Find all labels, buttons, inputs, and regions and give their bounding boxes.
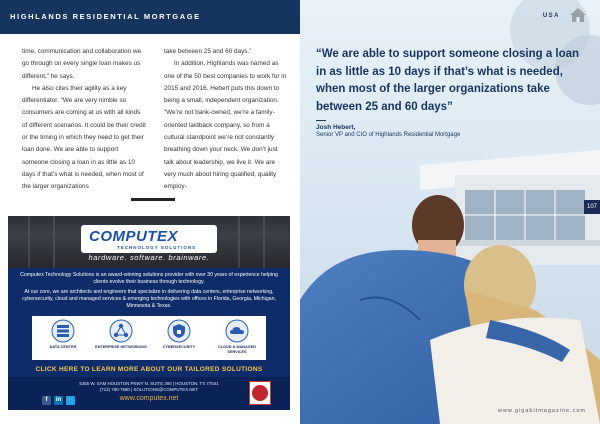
cta-link[interactable]: CLICK HERE TO LEARN MORE ABOUT OUR TAILORED SOLUTIONS: [35, 366, 263, 373]
right-page: [300, 0, 600, 424]
services-panel: [32, 316, 266, 360]
service-label: DATA CENTER: [49, 345, 77, 349]
network-icon: [109, 319, 133, 343]
ad-body: [18, 272, 280, 313]
quote-author-title: Senior VP and CIO of Highlands Residential Mortgage: [316, 132, 461, 138]
paragraph: take between 25 and 60 days.”: [164, 48, 252, 55]
service-label: ENTERPRISE NETWORKING: [95, 345, 147, 349]
page-header-title: HIGHLANDS RESIDENTIAL MORTGAGE: [10, 12, 201, 21]
server-room-banner: [8, 216, 290, 268]
ad-paragraph: At our core, we are architects and engineers that specialize in delivering data centers, enterprise networking, cybersecurity, cloud and managed services & emerging technologies with offices in Florida, Georgia, Michigan, Minnesota & Texas.: [22, 289, 276, 309]
paragraph: time, communication and collaboration we go through on every single loan makes us different,” he says.: [22, 48, 141, 80]
home-icon[interactable]: [570, 8, 586, 22]
divider: [131, 198, 175, 201]
article-column-1: [22, 46, 146, 194]
ad-website-link[interactable]: www.computex.net: [119, 395, 179, 402]
ad-paragraph: Computex Technology Solutions is an award-winning solutions provider with over 30 years of experience helping clients evolve their business through technology.: [20, 272, 278, 285]
cloud-icon: [225, 319, 249, 343]
logo-text: COMPUTEX: [89, 228, 179, 245]
page-number: 107: [584, 200, 600, 214]
service-cloud[interactable]: [208, 319, 266, 359]
article-column-2: [164, 46, 288, 194]
paragraph: In addition, Highlands was named as one of the 50 best companies to work for in 2015 and 2016. Hebert puts this down to being a small, independent organization. “We’re not bank-owned, we’re a family-oriented laidback company, so from a cultural standpoint we’re not constantly breathing down your neck. We don’t just talk about leadership, we live it. We are very much about hiring qualified, quality employ-: [164, 60, 287, 191]
facebook-icon[interactable]: f: [42, 396, 51, 405]
computex-logo: [81, 225, 217, 253]
pull-quote: “We are able to support someone closing a loan in as little as 10 days if that’s what is needed, when most of the larger organizations take between 25 and 60 days”: [316, 48, 580, 113]
contact-line: (713) 780-7580 | SOLUTIONS@COMPUTEX.NET: [99, 387, 199, 392]
service-label: CLOUD & MANAGED SERVICES: [218, 345, 256, 354]
quote-author-name: Josh Hebert,: [316, 124, 356, 131]
quote-divider: [316, 120, 326, 121]
magazine-website[interactable]: www.gigabitmagazine.com: [497, 408, 586, 414]
computex-advertisement[interactable]: [8, 216, 290, 410]
logo-subtext: TECHNOLOGY SOLUTIONS: [117, 245, 197, 250]
award-seal: [252, 385, 268, 401]
header-bar: [0, 0, 300, 34]
address-line: 5355 W. SAM HOUSTON PKWY N. SUITE 390 | HOUSTON, TX 77041: [79, 381, 219, 386]
linkedin-icon[interactable]: in: [55, 397, 62, 403]
ad-footer: [8, 377, 290, 410]
service-data-center[interactable]: [34, 319, 92, 359]
ad-tagline: hardware. software. brainware.: [88, 253, 210, 262]
shield-icon: [167, 319, 191, 343]
twitter-icon[interactable]: 🐦: [66, 397, 75, 403]
award-badge: [249, 381, 271, 405]
ad-address: [58, 381, 240, 393]
service-cybersecurity[interactable]: [150, 319, 208, 359]
paragraph: He also cites their agility as a key differentiator. “We are very nimble so consumers are coming at us with all kinds of different scenarios. It could be their credit or the timing in which they need to get their loan done. We are able to support someone closing a loan in as little as 10 days if that’s what is needed, when most of the larger organizations: [22, 84, 146, 191]
service-label: CYBERSECURITY: [162, 345, 196, 349]
data-center-icon: [51, 319, 75, 343]
service-networking[interactable]: [92, 319, 150, 359]
country-tag: USA: [542, 13, 560, 19]
